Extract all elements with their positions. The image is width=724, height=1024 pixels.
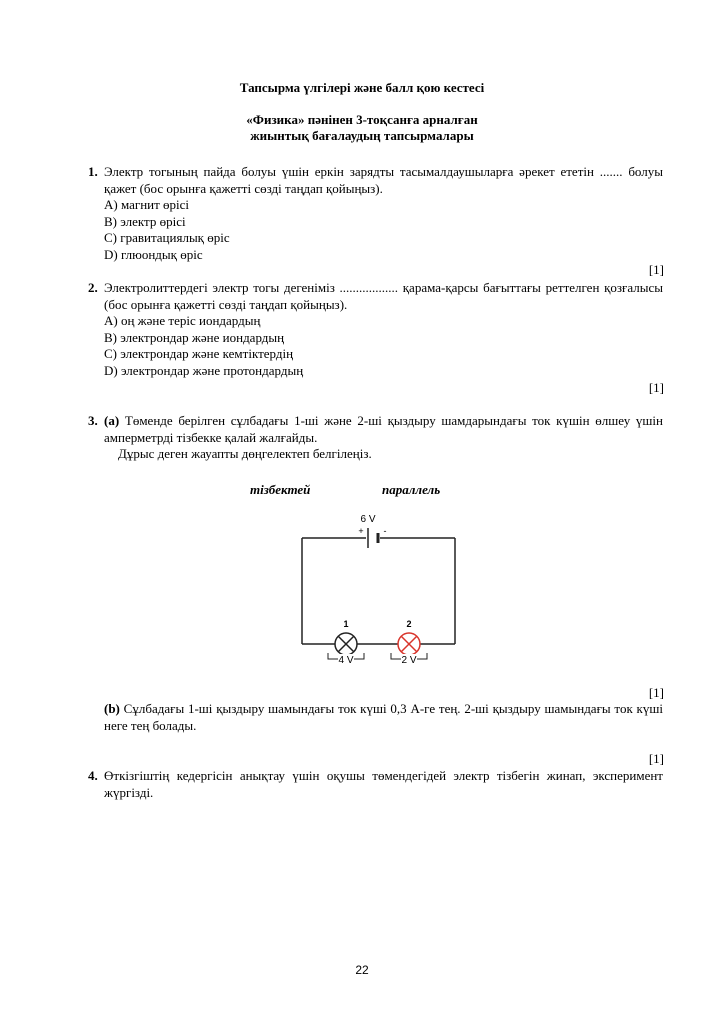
part-a-label: (a) (104, 413, 120, 428)
question-3b (88, 701, 663, 734)
question-number: 1. (88, 164, 98, 179)
option-d: D) глюондық өріс (104, 246, 203, 262)
lamp-2-number: 2 (406, 619, 412, 629)
page-subtitle-2: жиынтық бағалаудың тапсырмалары (250, 128, 474, 143)
option-b: B) электрондар және иондардың (104, 329, 285, 345)
lamp-1-voltage: 4 V (338, 655, 354, 666)
option-a: A) оң және теріс иондардың (104, 313, 261, 328)
page-title: Тапсырма үлгілері және балл қою кестесі (239, 80, 485, 95)
option-c: C) гравитациялық өріс (104, 230, 230, 245)
lamp-2-voltage: 2 V (401, 655, 417, 666)
option-d: D) электрондар және протондардың (104, 362, 304, 378)
lamp-1-icon (335, 633, 357, 655)
choice-parallel[interactable]: параллель (382, 482, 441, 497)
battery-plus-sign: + (358, 526, 364, 536)
question-3b-mark: [1] (648, 751, 664, 766)
lamp-1-number: 1 (343, 619, 349, 629)
question-3 (88, 413, 663, 463)
question-number: 3. (88, 413, 98, 428)
circuit-diagram (290, 508, 470, 668)
question-4 (88, 768, 663, 801)
option-a: A) магнит өрісі (104, 197, 190, 212)
battery-minus-sign: - (383, 526, 387, 536)
page-number: 22 (355, 963, 369, 977)
option-b: B) электр өрісі (104, 213, 186, 229)
battery-voltage-label: 6 V (360, 514, 376, 525)
question-number: 4. (88, 768, 98, 783)
question-1-mark: [1] (648, 262, 664, 277)
question-3a-mark: [1] (648, 685, 664, 700)
question-text: Өткізгіштің кедергісін анықтау үшін оқушы төмендегідей электр тізбегін жинап, эксперимент жүргізді. (104, 768, 663, 800)
question-text: Электролиттердегі электр тогы дегеніміз .................. қарама-қарсы бағыттағы реттелген қозғалысы (бос орынға қажетті сөзді таңдап қойыңыз). (104, 280, 663, 312)
option-c: C) электрондар және кемтіктердің (104, 346, 294, 361)
question-2-mark: [1] (648, 380, 664, 395)
choice-series[interactable]: тізбектей (250, 482, 311, 497)
part-b-text: Сұлбадағы 1-ші қыздыру шамындағы ток күші 0,3 А-ге тең. 2-ші қыздыру шамындағы ток күші неге тең болады. (104, 701, 663, 733)
part-a-instruction: Дұрыс деген жауапты дөңгелектеп белгілеңіз. (118, 446, 372, 461)
part-a-text: Төменде берілген сұлбадағы 1-ші және 2-ші қыздыру шамдарындағы ток күшін өлшеу үшін амперметрді тізбекке қалай жалғайды. (104, 413, 663, 445)
battery-symbol (368, 528, 378, 548)
lamp-2-icon (398, 633, 420, 655)
question-1 (88, 164, 663, 263)
circuit-wires (302, 538, 455, 644)
part-b-label: (b) (104, 701, 120, 716)
question-number: 2. (88, 280, 98, 295)
question-text: Электр тогының пайда болуы үшін еркін зарядты тасымалдаушыларға әрекет ететін ....... болуы қажет (бос орынға қажетті сөзді таңдап қойыңыз). (104, 164, 663, 196)
question-2 (88, 280, 663, 379)
page-subtitle-1: «Физика» пәнінен 3-тоқсанға арналған (246, 112, 478, 127)
